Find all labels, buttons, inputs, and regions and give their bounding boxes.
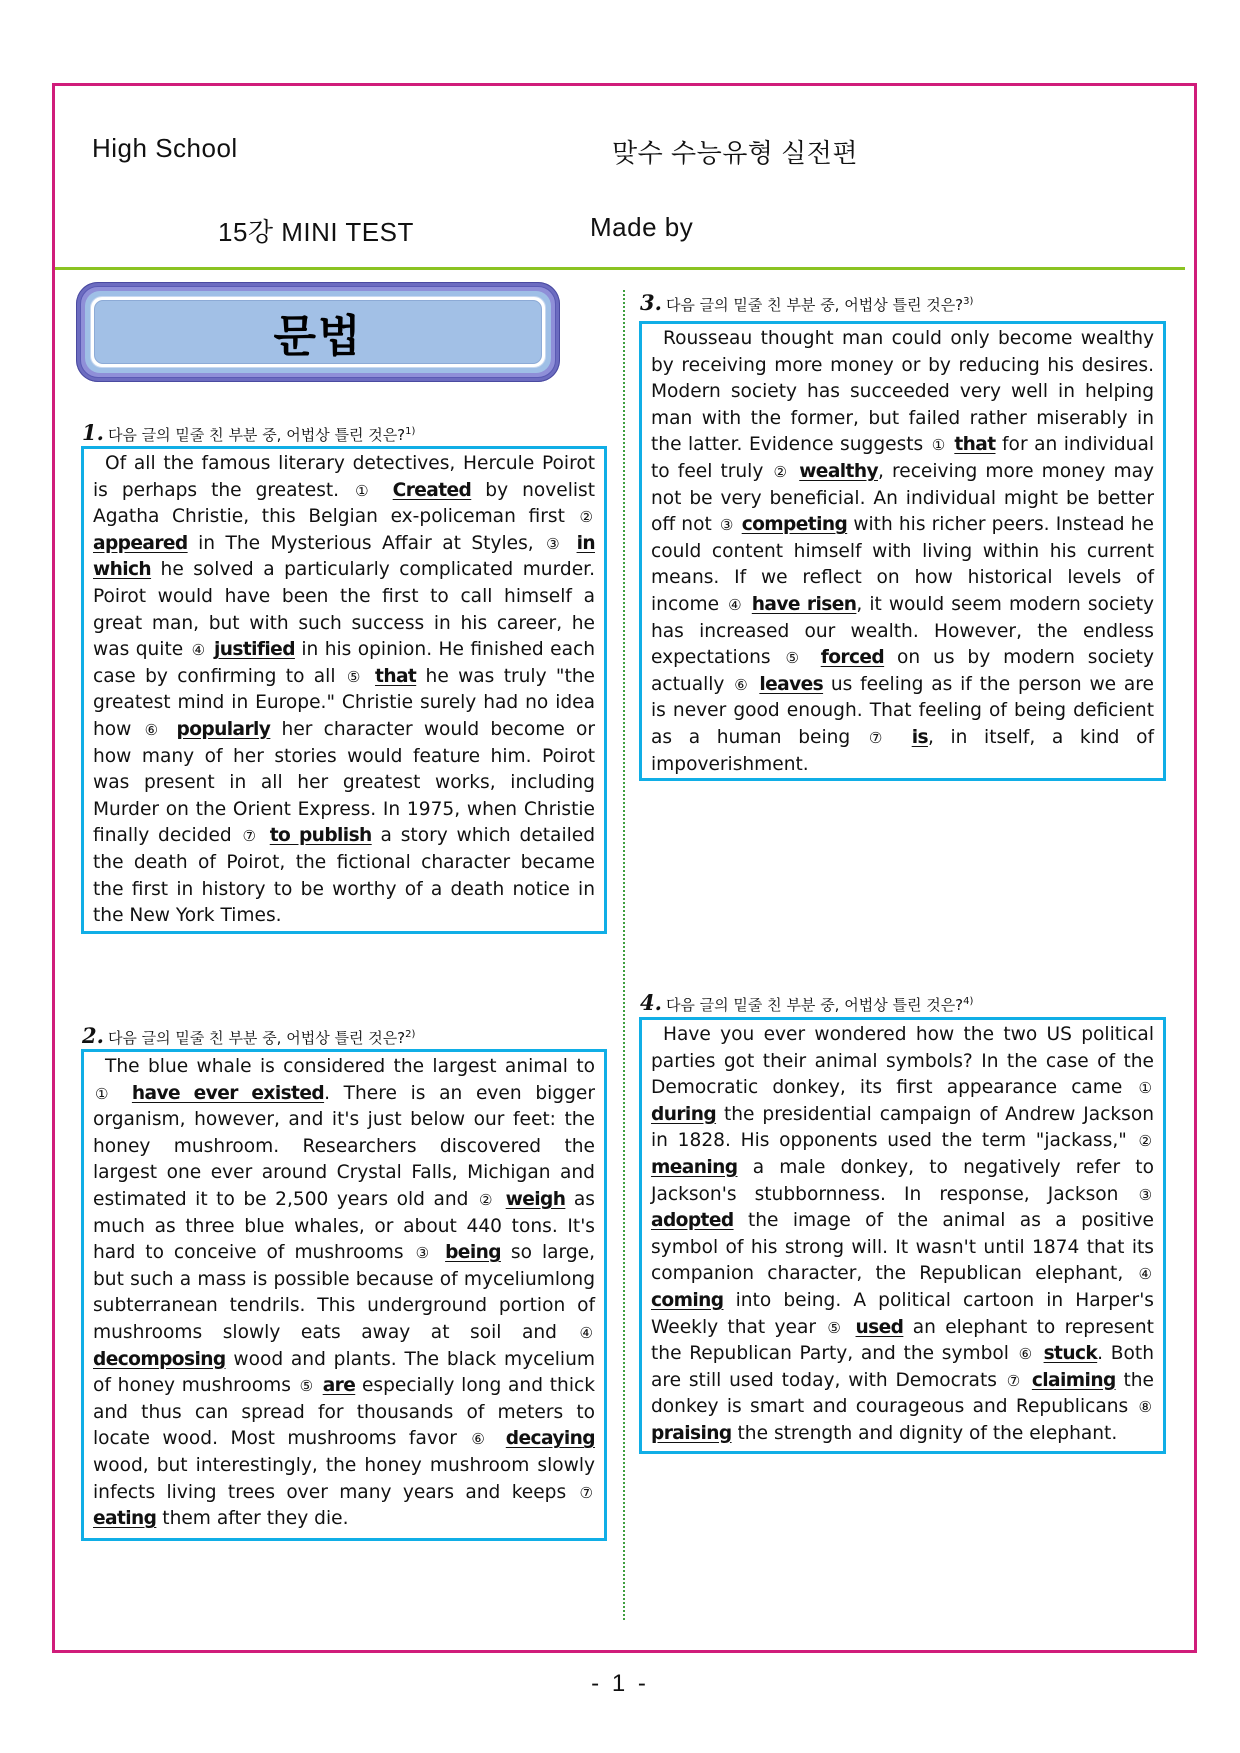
choice-marker: ② bbox=[479, 1190, 496, 1209]
footnote-ref: 2) bbox=[405, 1029, 416, 1040]
choice-marker: ⑦ bbox=[579, 1483, 593, 1502]
choice-marker: ① bbox=[1138, 1079, 1152, 1098]
section-badge bbox=[76, 282, 560, 382]
choice-marker: ⑦ bbox=[868, 728, 894, 747]
header-made-by: Made by bbox=[590, 212, 694, 242]
passage-text: The blue whale is considered the largest animal to bbox=[105, 1056, 595, 1077]
question-2-passage bbox=[81, 1049, 607, 1541]
passage-text: them after they die. bbox=[162, 1508, 349, 1530]
passage-text: the donkey is smart and courageous and Republicans bbox=[651, 1369, 1154, 1418]
passage-text: on us by modern society actually bbox=[651, 647, 1154, 695]
question-number: 3. bbox=[640, 290, 662, 315]
choice-marker: ⑥ bbox=[1018, 1345, 1034, 1364]
question-prompt: 다음 글의 밑줄 친 부분 중, 어법상 틀린 것은? bbox=[107, 426, 406, 444]
passage-text: for an individual to feel truly bbox=[651, 434, 1155, 482]
choice-marker: ② bbox=[579, 508, 593, 527]
passage-text: the strength and dignity of the elephant. bbox=[737, 1422, 1118, 1444]
underlined-choice-3: competing bbox=[741, 514, 848, 536]
underlined-choice-6: decaying bbox=[505, 1428, 595, 1450]
header-school: High School bbox=[92, 133, 238, 163]
question-1-passage bbox=[81, 446, 607, 934]
choice-marker: ⑥ bbox=[734, 675, 750, 694]
question-1-header bbox=[82, 420, 415, 445]
passage-text: . Both are still used today, with Democrats bbox=[651, 1343, 1154, 1391]
underlined-choice-6: popularly bbox=[176, 718, 271, 740]
underlined-choice-2: appeared bbox=[93, 532, 188, 554]
question-4-passage bbox=[639, 1017, 1166, 1454]
passage-text: Rousseau thought man could only become wealthy by receiving more money or by reducing his desires. Modern society has succeeded very well in helping man with the former, but failed rather miserably in the latter. Evidence suggests bbox=[651, 328, 1154, 456]
question-prompt: 다음 글의 밑줄 친 부분 중, 어법상 틀린 것은? bbox=[107, 1029, 406, 1047]
passage-text: as much as three blue whales, or about 440 tons. It's hard to conceive of mushrooms bbox=[93, 1188, 595, 1264]
choice-marker: ④ bbox=[728, 595, 743, 614]
passage-text: Of all the famous literary detectives, Hercule Poirot is perhaps the greatest. bbox=[93, 453, 595, 501]
underlined-choice-1: during bbox=[651, 1103, 717, 1125]
footnote-ref: 3) bbox=[963, 296, 974, 307]
choice-marker: ② bbox=[773, 462, 790, 481]
underlined-choice-4: decomposing bbox=[93, 1348, 226, 1370]
underlined-choice-7: to publish bbox=[269, 825, 372, 847]
column-divider bbox=[623, 290, 625, 1620]
underlined-choice-5: forced bbox=[820, 647, 885, 669]
underlined-choice-3: being bbox=[445, 1242, 501, 1264]
underlined-choice-8: praising bbox=[651, 1422, 732, 1444]
question-prompt: 다음 글의 밑줄 친 부분 중, 어법상 틀린 것은? bbox=[665, 996, 964, 1014]
passage-text: the presidential campaign of Andrew Jackson in 1828. His opponents used the term "jackass," bbox=[651, 1103, 1154, 1152]
passage-text: he solved a particularly complicated murder. Poirot would have been the first to call himself a great man, but with such success in his career, he was quite bbox=[93, 559, 595, 661]
question-3-passage bbox=[639, 321, 1166, 781]
passage-text: wood and plants. The black mycelium of honey mushrooms bbox=[93, 1348, 595, 1397]
underlined-choice-1: Created bbox=[392, 479, 472, 501]
passage-text: us feeling as if the person we are is never good enough. That feeling of being deficient as a human being bbox=[651, 673, 1154, 748]
underlined-choice-7: eating bbox=[93, 1508, 157, 1530]
passage-text: with his richer peers. Instead he could content himself with living within his current means. If we reflect on how historical levels of income bbox=[651, 514, 1154, 615]
passage-text: he was truly "the greatest mind in Europe." Christie surely had no idea how bbox=[93, 665, 595, 740]
section-title: 문법 bbox=[273, 311, 363, 362]
choice-marker: ③ bbox=[1138, 1185, 1153, 1204]
underlined-choice-5: used bbox=[855, 1316, 904, 1338]
underlined-choice-2: meaning bbox=[651, 1156, 738, 1178]
passage-text: the image of the animal as a positive symbol of his strong will. It wasn't until 1874 that its companion character, the Republican elephant, bbox=[651, 1210, 1154, 1285]
passage-text: by novelist Agatha Christie, this Belgian ex-policeman first bbox=[93, 479, 596, 528]
footnote-ref: 4) bbox=[963, 996, 974, 1007]
underlined-choice-5: that bbox=[375, 665, 417, 687]
header-test-title: 15강 MINI TEST bbox=[218, 217, 414, 247]
underlined-choice-5: are bbox=[322, 1375, 356, 1397]
question-number: 2. bbox=[82, 1023, 104, 1048]
underlined-choice-4: have risen bbox=[751, 593, 857, 615]
underlined-choice-4: coming bbox=[651, 1289, 724, 1311]
choice-marker: ① bbox=[95, 1084, 117, 1103]
passage-text: into being. A political cartoon in Harper's Weekly that year bbox=[651, 1289, 1154, 1338]
question-prompt: 다음 글의 밑줄 친 부분 중, 어법상 틀린 것은? bbox=[665, 296, 964, 314]
underlined-choice-6: leaves bbox=[759, 673, 824, 695]
choice-marker: ⑤ bbox=[299, 1377, 314, 1396]
question-3-header bbox=[640, 290, 973, 315]
underlined-choice-3: adopted bbox=[651, 1210, 734, 1232]
choice-marker: ⑦ bbox=[242, 827, 259, 846]
question-number: 1. bbox=[82, 420, 104, 445]
question-2-header bbox=[82, 1023, 415, 1048]
passage-text: Have you ever wondered how the two US political parties got their animal symbols? In the case of the Democratic donkey, its first appearance came bbox=[651, 1024, 1154, 1099]
choice-marker: ⑤ bbox=[785, 649, 806, 668]
question-4-header bbox=[640, 990, 973, 1015]
header-series: 맞수 수능유형 실전편 bbox=[612, 138, 858, 168]
underlined-choice-4: justified bbox=[213, 639, 295, 661]
choice-marker: ⑤ bbox=[827, 1318, 845, 1337]
choice-marker: ④ bbox=[191, 641, 206, 660]
choice-marker: ⑧ bbox=[1138, 1398, 1152, 1417]
underlined-choice-3: in which bbox=[93, 532, 595, 581]
passage-text: so large, but such a mass is possible because of myceliumlong subterranean tendrils. This underground portion of mushrooms slowly eats away at soil and bbox=[93, 1242, 595, 1343]
choice-marker: ⑥ bbox=[471, 1430, 492, 1449]
underlined-choice-1: that bbox=[954, 434, 996, 456]
passage-text: in his opinion. He finished each case by confirming to all bbox=[93, 639, 595, 687]
passage-text: especially long and thick and thus can spread for thousands of meters to locate wood. Most mushrooms favor bbox=[93, 1375, 595, 1450]
passage-text: a story which detailed the death of Poirot, the fictional character became the first in history to be worthy of a death notice in the New York Times. bbox=[93, 825, 596, 927]
choice-marker: ① bbox=[931, 436, 946, 455]
passage-text: a male donkey, to negatively refer to Jackson's stubbornness. In response, Jackson bbox=[651, 1156, 1154, 1205]
passage-text: in The Mysterious Affair at Styles, bbox=[198, 532, 534, 554]
passage-text: , receiving more money may not be very beneficial. An individual might be better off not bbox=[651, 460, 1154, 536]
underlined-choice-2: weigh bbox=[505, 1188, 566, 1210]
passage-text: , it would seem modern society has increased our wealth. However, the endless expectations bbox=[651, 593, 1155, 669]
choice-marker: ⑥ bbox=[144, 720, 164, 739]
footnote-ref: 1) bbox=[405, 426, 416, 437]
passage-text: . There is an even bigger organism, however, and it's just below our feet: the honey mushroom. Researchers discovered the largest one ever around Crystal Falls, Michigan and estimated it to be 2,500 years old and bbox=[93, 1082, 595, 1210]
choice-marker: ③ bbox=[415, 1244, 434, 1263]
choice-marker: ⑦ bbox=[1006, 1371, 1023, 1390]
underlined-choice-7: claiming bbox=[1031, 1369, 1116, 1391]
passage-text: an elephant to represent the Republican Party, and the symbol bbox=[651, 1316, 1154, 1365]
choice-marker: ⑤ bbox=[346, 667, 364, 686]
choice-marker: ④ bbox=[1138, 1265, 1152, 1284]
choice-marker: ① bbox=[355, 481, 377, 500]
underlined-choice-6: stuck bbox=[1043, 1343, 1098, 1365]
header-divider bbox=[55, 267, 1185, 270]
page-number: - 1 - bbox=[591, 1670, 649, 1697]
underlined-choice-2: wealthy bbox=[799, 460, 878, 482]
choice-marker: ③ bbox=[719, 516, 734, 535]
passage-text: her character would become or how many of her stories would feature him. Poirot was present in all her greatest works, including Murder on the Orient Express. In 1975, when Christie finally decided bbox=[93, 718, 595, 847]
choice-marker: ② bbox=[1138, 1132, 1152, 1151]
choice-marker: ④ bbox=[579, 1323, 593, 1342]
question-number: 4. bbox=[640, 990, 662, 1015]
underlined-choice-1: have ever existed bbox=[131, 1082, 325, 1104]
passage-text: , in itself, a kind of impoverishment. bbox=[651, 726, 1154, 775]
underlined-choice-7: is bbox=[911, 726, 928, 748]
passage-text: wood, but interestingly, the honey mushroom slowly infects living trees over many years and keeps bbox=[93, 1454, 595, 1503]
choice-marker: ③ bbox=[546, 534, 565, 553]
